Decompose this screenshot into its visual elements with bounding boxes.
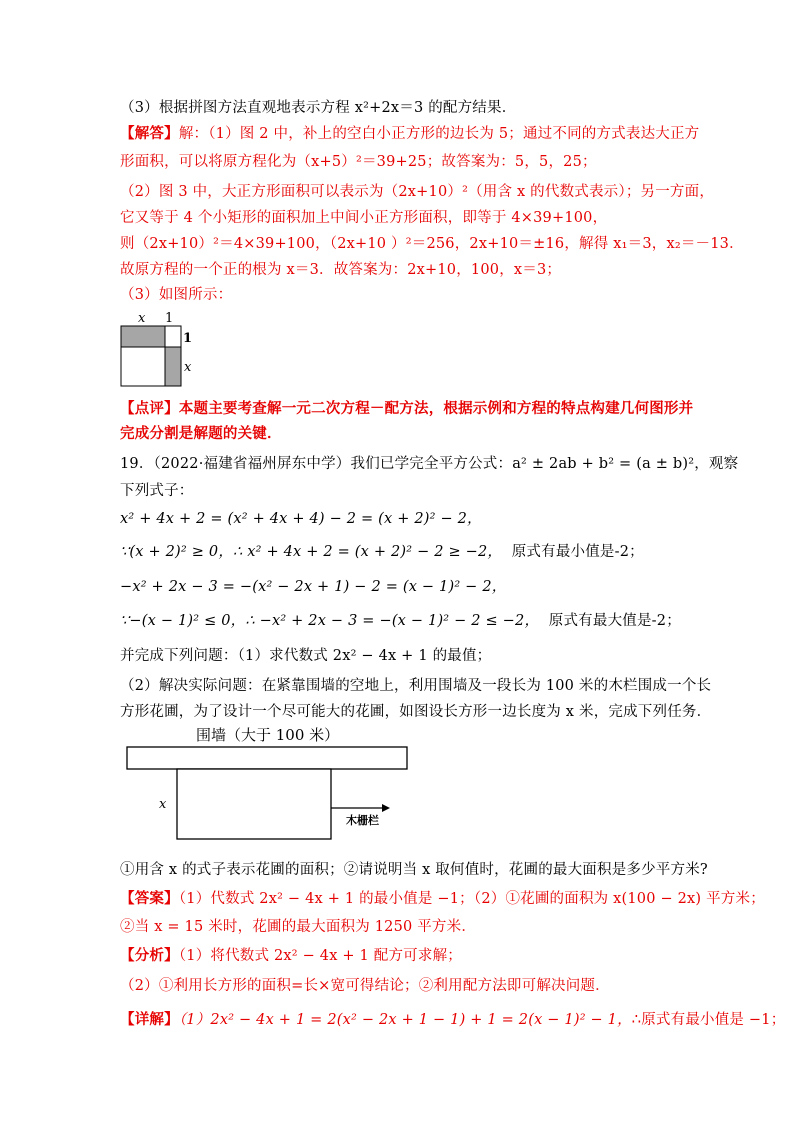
solution-line-4: 它又等于 4 个小矩形的面积加上中间小正方形面积，即等于 4×39+100， (120, 210, 608, 226)
main-square (121, 347, 165, 386)
completing-square-figure (114, 308, 204, 392)
example-equation-1: x² + 4x + 2 = (x² + 4x + 4) − 2 = (x + 2)² − 2， (120, 511, 482, 527)
part3-question: （3）根据拼图方法直观地表示方程 x²+2x＝3 的配方结果． (120, 100, 517, 116)
comment-line-2: 完成分割是解题的关键． (120, 425, 282, 442)
example-equation-2: −x² + 2x − 3 = −(x² − 2x + 1) − 2 = (x − 1)² − 2， (120, 579, 507, 595)
task-2-subquestions: ①用含 x 的式子表示花圃的面积；②请说明当 x 取何值时，花圃的最大面积是多少平方米? (120, 862, 708, 878)
task-1: 并完成下列问题：（1）求代数式 2x² − 4x + 1 的最值； (120, 648, 492, 664)
fence-label: 木栅栏 (346, 814, 379, 827)
shaded-rect-right (165, 347, 181, 386)
analysis-line-1: 【分析】（1）将代数式 2x² − 4x + 1 配方可求解； (120, 947, 462, 964)
blank-small-square (165, 326, 181, 347)
fig1-right-1-label: 1 (183, 331, 193, 346)
answer-line-2: ②当 x = 15 米时，花圃的最大面积为 1250 平方米． (120, 919, 477, 935)
garden-wall-figure (120, 720, 420, 840)
answer-line-1: 【答案】（1）代数式 2x² − 4x + 1 的最小值是 −1；（2）①花圃的面积为 x(100 − 2x) 平方米； (120, 890, 765, 907)
comment-tag: 【点评】 (120, 400, 179, 417)
analysis-tag: 【分析】 (120, 947, 179, 964)
solution-line-3: （2）图 3 中，大正方形面积可以表示为（2x+10）²（用含 x 的代数式表示）；另一方面， (120, 184, 715, 200)
question-19-title: 19．（2022·福建省福州屏东中学）我们已学完全平方公式：a² ± 2ab + b² = (a ± b)²，观察 (120, 456, 739, 472)
answer-tag: 【答案】 (120, 890, 179, 907)
solution-line-2: 形面积，可以将原方程化为（x+5）²＝39+25；故答案为：5，5，25； (120, 154, 597, 170)
example-inequality-2: ∵−(x − 1)² ≤ 0，∴ −x² + 2x − 3 = −(x − 1)² − 2 ≤ −2， 原式有最大值是-2； (120, 613, 681, 629)
comment-line-1: 【点评】本题主要考查解一元二次方程－配方法，根据示例和方程的特点构建几何图形并 (120, 400, 694, 417)
wall-rect (127, 747, 407, 769)
shaded-rect-top (121, 326, 165, 347)
solution-tag: 【解答】 (120, 125, 179, 142)
fig1-right-x-label: x (184, 360, 192, 375)
detail-tag: 【详解】 (120, 1011, 179, 1028)
task-2-line-2: 方形花圃，为了设计一个尽可能大的花圃，如图设长方形一边长度为 x 米，完成下列任务． (120, 704, 712, 720)
analysis-line-2: （2）①利用长方形的面积=长×宽可得结论；②利用配方法即可解决问题． (120, 978, 610, 994)
fig1-top-x-label: x (138, 311, 146, 326)
solution-line-7: （3）如图所示： (120, 287, 233, 303)
solution-line-1: 【解答】解：（1）图 2 中，补上的空白小正方形的边长为 5；通过不同的方式表达大正方 (120, 125, 700, 142)
garden-rect (177, 769, 331, 839)
detail-line-1: 【详解】（1）2x² − 4x + 1 = 2(x² − 2x + 1 − 1) + 1 = 2(x − 1)² − 1，∴原式有最小值是 −1； (120, 1011, 786, 1028)
solution-line-6: 故原方程的一个正的根为 x＝3．故答案为：2x+10，100，x＝3； (120, 262, 562, 278)
task-2-line-1: （2）解决实际问题：在紧靠围墙的空地上，利用围墙及一段长为 100 米的木栏围成一个长 (120, 678, 712, 694)
example-inequality-1: ∵(x + 2)² ≥ 0，∴ x² + 4x + 2 = (x + 2)² − 2 ≥ −2， 原式有最小值是-2； (120, 544, 644, 560)
fig1-top-1-label: 1 (165, 311, 174, 326)
wall-label: 围墙（大于 100 米） (196, 726, 340, 744)
side-x-label: x (159, 797, 167, 812)
solution-line-5: 则（2x+10）²＝4×39+100，（2x+10 ）²＝256，2x+10＝±16，解得 x₁＝3，x₂＝－13． (120, 236, 744, 252)
fence-arrow-head (382, 804, 390, 812)
question-19-observe: 下列式子： (120, 483, 194, 499)
